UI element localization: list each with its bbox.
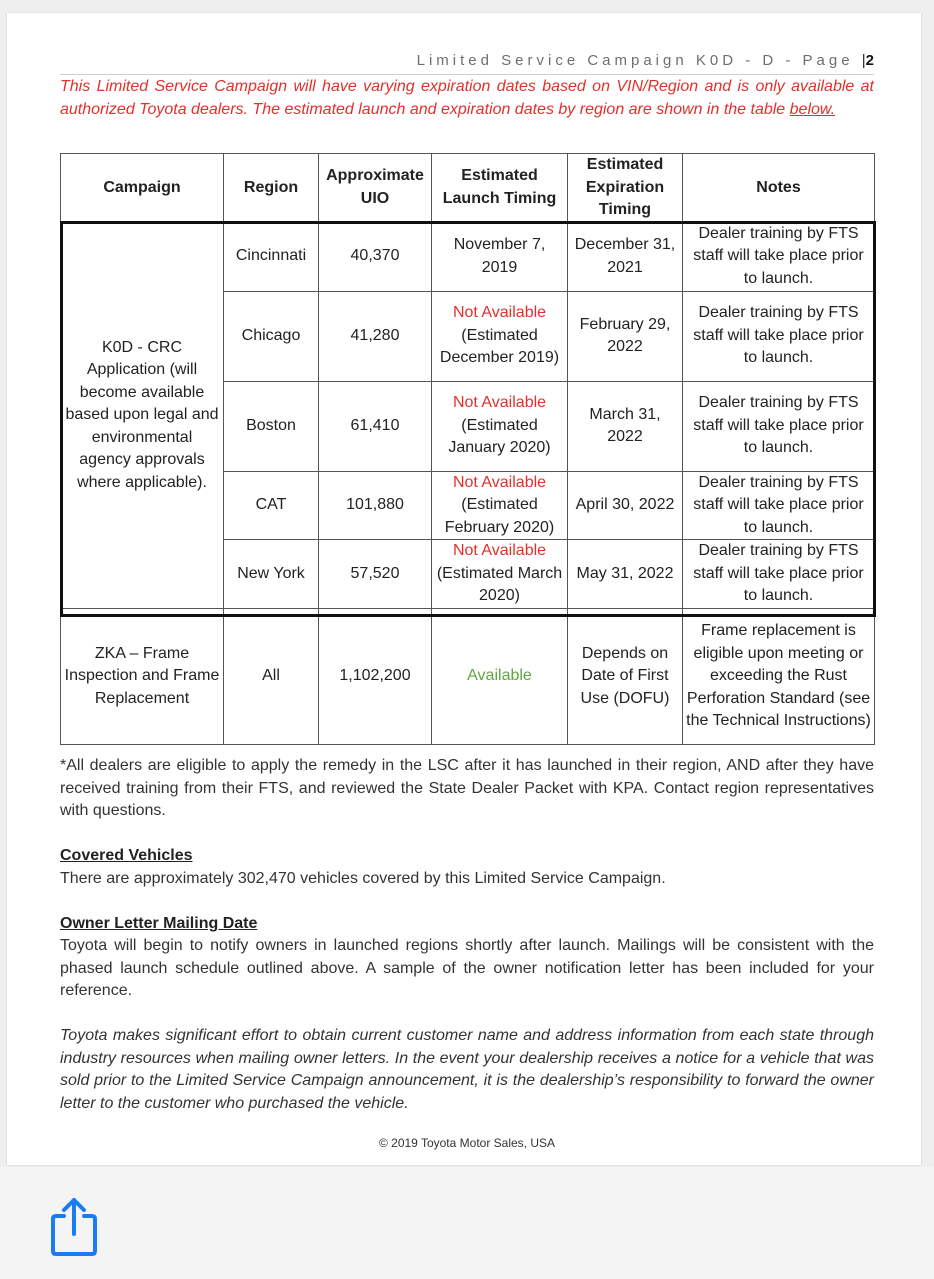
table-header-row <box>61 154 875 223</box>
table-row <box>61 609 875 745</box>
share-button[interactable] <box>48 1194 100 1258</box>
launch-detail: (Estimated January 2020) <box>448 416 551 457</box>
bottom-toolbar <box>0 1167 934 1279</box>
notes-cell: Frame replacement is eligible upon meeting or exceeding the Rust Perforation Standard (see the Technical Instructions) <box>683 609 875 745</box>
mailing-date-title: Owner Letter Mailing Date <box>60 915 258 932</box>
col-header-expiration: Estimated Expiration Timing <box>568 154 683 223</box>
notes-cell: Dealer training by FTS staff will take place prior to launch. <box>683 540 875 609</box>
running-title: Limited Service Campaign K0D - D - Page <box>416 52 854 69</box>
intro-text: This Limited Service Campaign will have varying expiration dates based on VIN/Region and is only available at authorized Toyota dealers. The estimated launch and expiration dates by region are shown in the table <box>60 78 874 118</box>
intro-text-underlined: below. <box>789 100 836 118</box>
expiration-cell: April 30, 2022 <box>568 471 683 540</box>
kod-campaign-cell: K0D - CRC Application (will become available based upon legal and environmental agency approvals where applicable). <box>61 222 224 609</box>
launch-detail: November 7, 2019 <box>453 236 546 276</box>
covered-vehicles-title: Covered Vehicles <box>60 847 193 864</box>
notes-cell: Dealer training by FTS staff will take place prior to launch. <box>683 381 875 471</box>
table-row <box>61 222 875 291</box>
launch-status: Not Available <box>452 473 547 491</box>
uio-cell: 40,370 <box>319 222 432 291</box>
launch-status: Not Available <box>452 394 547 412</box>
launch-cell <box>432 471 568 540</box>
region-cell: Chicago <box>224 291 319 381</box>
uio-cell: 1,102,200 <box>319 609 432 745</box>
region-cell: Boston <box>224 381 319 471</box>
notes-cell: Dealer training by FTS staff will take place prior to launch. <box>683 222 875 291</box>
region-cell: Cincinnati <box>224 222 319 291</box>
header-rule <box>60 74 874 75</box>
col-header-notes: Notes <box>683 154 875 223</box>
col-header-launch: Estimated Launch Timing <box>432 154 568 223</box>
region-cell: All <box>224 609 319 745</box>
intro-notice <box>60 76 874 121</box>
region-cell: CAT <box>224 471 319 540</box>
expiration-cell: December 31, 2021 <box>568 222 683 291</box>
zka-campaign-cell: ZKA – Frame Inspection and Frame Replacement <box>61 609 224 745</box>
expiration-cell: February 29, 2022 <box>568 291 683 381</box>
launch-cell <box>432 291 568 381</box>
launch-status: Not Available <box>452 304 547 322</box>
mailing-date-text: Toyota will begin to notify owners in launched regions shortly after launch. Mailings will be consistent with the phased launch schedule outlined above. A sample of the owner notification letter has been included for your reference. <box>60 937 874 999</box>
uio-cell: 101,880 <box>319 471 432 540</box>
notes-cell: Dealer training by FTS staff will take place prior to launch. <box>683 471 875 540</box>
expiration-cell: May 31, 2022 <box>568 540 683 609</box>
header-separator: | <box>861 52 866 69</box>
covered-vehicles-text: There are approximately 302,470 vehicles covered by this Limited Service Campaign. <box>60 870 666 887</box>
uio-cell: 57,520 <box>319 540 432 609</box>
launch-cell <box>432 222 568 291</box>
page-number: 2 <box>865 52 874 69</box>
col-header-campaign: Campaign <box>61 154 224 223</box>
launch-cell <box>432 381 568 471</box>
launch-cell <box>432 540 568 609</box>
share-icon <box>48 1194 100 1258</box>
launch-cell: Available <box>432 609 568 745</box>
campaign-table <box>60 153 875 745</box>
region-cell: New York <box>224 540 319 609</box>
col-header-region: Region <box>224 154 319 223</box>
uio-cell: 61,410 <box>319 381 432 471</box>
launch-detail: (Estimated February 2020) <box>444 496 555 536</box>
running-header <box>60 52 874 69</box>
launch-detail: (Estimated December 2019) <box>439 326 560 367</box>
col-header-uio: Approximate UIO <box>319 154 432 223</box>
dealer-responsibility-notice: Toyota makes significant effort to obtain current customer name and address information from each state through industry resources when mailing owner letters. In the event your dealership receives a notice for a vehicle that was sold prior to the Limited Service Campaign announcement, it is the dealership’s responsibility to forward the owner letter to the customer who purchased the vehicle. <box>60 1027 874 1112</box>
launch-detail: (Estimated March 2020) <box>436 564 563 605</box>
footnote: *All dealers are eligible to apply the remedy in the LSC after it has launched in their region, AND after they have received training from their FTS, and reviewed the State Dealer Packet with KPA. Contact region representatives with questions. <box>60 757 874 819</box>
uio-cell: 41,280 <box>319 291 432 381</box>
copyright: © 2019 Toyota Motor Sales, USA <box>378 1136 556 1150</box>
expiration-cell: March 31, 2022 <box>568 381 683 471</box>
expiration-cell: Depends on Date of First Use (DOFU) <box>568 609 683 745</box>
launch-status: Not Available <box>452 542 547 560</box>
notes-cell: Dealer training by FTS staff will take place prior to launch. <box>683 291 875 381</box>
